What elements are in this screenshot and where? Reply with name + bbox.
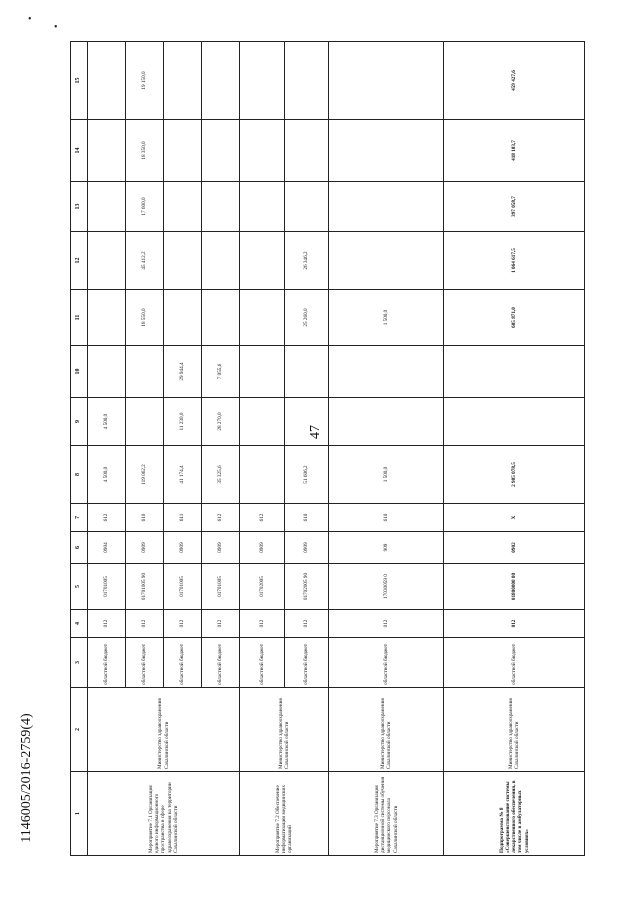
value-cell-c15 xyxy=(164,42,202,120)
value-cell-c8: 1 500,0 xyxy=(329,446,444,504)
value-cell-c15 xyxy=(329,42,444,120)
value-cell-c13: 17 600,0 xyxy=(126,182,164,232)
value-cell-c5: 01800000 00 xyxy=(444,564,585,610)
column-header: 8 xyxy=(71,446,88,504)
value-cell-c12: 1 064 617,5 xyxy=(444,232,585,290)
value-cell-c11: 25 260,0 xyxy=(284,290,329,346)
value-cell-c11 xyxy=(88,290,126,346)
value-cell-c6: 0904 xyxy=(88,532,126,564)
funding-source-cell: областной бюджет xyxy=(444,638,585,688)
value-cell-c10 xyxy=(240,346,285,398)
column-header: 11 xyxy=(71,290,88,346)
value-cell-c11: 1 500,0 xyxy=(329,290,444,346)
measure-cell: Мероприятие 7.2 Обеспечение информатизации медицинских организаций xyxy=(240,772,329,856)
value-cell-c11 xyxy=(202,290,240,346)
value-cell-c6: 0909 xyxy=(126,532,164,564)
value-cell-c5: 01701005 xyxy=(88,564,126,610)
header-row xyxy=(71,42,88,856)
value-cell-c15 xyxy=(202,42,240,120)
value-cell-c7: 611 xyxy=(164,504,202,532)
value-cell-c4: 012 xyxy=(202,610,240,638)
value-cell-c11: 18 550,0 xyxy=(126,290,164,346)
value-cell-c11 xyxy=(240,290,285,346)
value-cell-c12 xyxy=(164,232,202,290)
value-cell-c13 xyxy=(88,182,126,232)
value-cell-c13 xyxy=(284,182,329,232)
value-cell-c12: 26 346,2 xyxy=(284,232,329,290)
value-cell-c13 xyxy=(329,182,444,232)
value-cell-c7: 612 xyxy=(202,504,240,532)
executor-cell: Министерство здравоохранения Сахалинской области xyxy=(88,688,240,772)
value-cell-c5: 17030059 0 xyxy=(329,564,444,610)
budget-table xyxy=(70,41,585,856)
value-cell-c7: 610 xyxy=(126,504,164,532)
column-header: 12 xyxy=(71,232,88,290)
value-cell-c14 xyxy=(164,120,202,182)
funding-source-cell: областной бюджет xyxy=(240,638,285,688)
funding-source-cell: областной бюджет xyxy=(126,638,164,688)
table-wrapper xyxy=(70,42,585,856)
value-cell-c8 xyxy=(240,446,285,504)
funding-source-cell: областной бюджет xyxy=(88,638,126,688)
column-header: 2 xyxy=(71,688,88,772)
value-cell-c9 xyxy=(126,398,164,446)
column-header: 3 xyxy=(71,638,88,688)
value-cell-c4: 012 xyxy=(126,610,164,638)
funding-source-cell: областной бюджет xyxy=(202,638,240,688)
value-cell-c12 xyxy=(329,232,444,290)
value-cell-c7: 610 xyxy=(284,504,329,532)
measure-cell: Мероприятие 7.3 Организация дистанционной системы обучения медицинского персонала Сахалинской области xyxy=(329,772,444,856)
value-cell-c9 xyxy=(284,398,329,446)
value-cell-c14 xyxy=(88,120,126,182)
table-row xyxy=(329,42,444,856)
page-number: 47 xyxy=(308,425,323,439)
value-cell-c9: 28 270,0 xyxy=(202,398,240,446)
value-cell-c15: 19 150,0 xyxy=(126,42,164,120)
value-cell-c15: 459 427,6 xyxy=(444,42,585,120)
value-cell-c9 xyxy=(444,398,585,446)
value-cell-c10 xyxy=(284,346,329,398)
value-cell-c9: 4 500,0 xyxy=(88,398,126,446)
value-cell-c10: 29 944,4 xyxy=(164,346,202,398)
value-cell-c7: 612 xyxy=(240,504,285,532)
value-cell-c14 xyxy=(329,120,444,182)
measure-cell: Подпрограмма № 8 «Совершенствование системы лекарственного обеспечения, в том числе в амбулаторных условиях» xyxy=(444,772,585,856)
document-code-text: 1146005/2016-2759(4) xyxy=(19,713,34,843)
value-cell-c15 xyxy=(88,42,126,120)
value-cell-c4: 012 xyxy=(164,610,202,638)
value-cell-c14 xyxy=(240,120,285,182)
column-header: 1 xyxy=(71,772,88,856)
value-cell-c12 xyxy=(240,232,285,290)
value-cell-c7: Х xyxy=(444,504,585,532)
scan-mark: • xyxy=(28,14,32,25)
value-cell-c10 xyxy=(126,346,164,398)
column-header: 4 xyxy=(71,610,88,638)
value-cell-c9: 11 230,0 xyxy=(164,398,202,446)
value-cell-c8: 2 985 078,5 xyxy=(444,446,585,504)
table-body xyxy=(88,42,585,856)
value-cell-c14 xyxy=(202,120,240,182)
value-cell-c14: 418 103,7 xyxy=(444,120,585,182)
value-cell-c4: 012 xyxy=(88,610,126,638)
value-cell-c5: 01701005 xyxy=(202,564,240,610)
value-cell-c15 xyxy=(240,42,285,120)
value-cell-c12 xyxy=(202,232,240,290)
value-cell-c8: 4 500,0 xyxy=(88,446,126,504)
value-cell-c13: 397 058,7 xyxy=(444,182,585,232)
value-cell-c5: 01701005 90 xyxy=(126,564,164,610)
value-cell-c5: 01702005 90 xyxy=(284,564,329,610)
value-cell-c5: 01701005 xyxy=(164,564,202,610)
value-cell-c6: 0909 xyxy=(202,532,240,564)
scan-mark: • xyxy=(54,22,58,33)
column-header: 6 xyxy=(71,532,88,564)
column-header: 9 xyxy=(71,398,88,446)
value-cell-c5: 01702005 xyxy=(240,564,285,610)
value-cell-c8: 41 174,4 xyxy=(164,446,202,504)
funding-source-cell: областной бюджет xyxy=(164,638,202,688)
column-header: 10 xyxy=(71,346,88,398)
value-cell-c13 xyxy=(164,182,202,232)
value-cell-c8: 119 062,2 xyxy=(126,446,164,504)
value-cell-c9 xyxy=(329,398,444,446)
value-cell-c13 xyxy=(240,182,285,232)
column-header: 14 xyxy=(71,120,88,182)
column-header: 5 xyxy=(71,564,88,610)
value-cell-c6: 0909 xyxy=(164,532,202,564)
table-row xyxy=(88,42,126,856)
executor-cell: Министерство здравоохранения Сахалинской области xyxy=(444,688,585,772)
value-cell-c10 xyxy=(329,346,444,398)
column-header: 15 xyxy=(71,42,88,120)
value-cell-c10: 7 055,6 xyxy=(202,346,240,398)
value-cell-c4: 012 xyxy=(444,610,585,638)
value-cell-c6: 0902 xyxy=(444,532,585,564)
value-cell-c8: 51 606,2 xyxy=(284,446,329,504)
column-header: 7 xyxy=(71,504,88,532)
value-cell-c12: 45 412,2 xyxy=(126,232,164,290)
table-row xyxy=(240,42,285,856)
value-cell-c10 xyxy=(88,346,126,398)
value-cell-c9 xyxy=(240,398,285,446)
value-cell-c4: 012 xyxy=(284,610,329,638)
value-cell-c14: 18 350,0 xyxy=(126,120,164,182)
value-cell-c8: 35 325,6 xyxy=(202,446,240,504)
value-cell-c7: 612 xyxy=(88,504,126,532)
executor-cell: Министерство здравоохранения Сахалинской области xyxy=(240,688,329,772)
document-code xyxy=(19,673,35,883)
value-cell-c7: 610 xyxy=(329,504,444,532)
measure-cell: Мероприятие 7.1 Организация единого информационного пространства в сфере здравоохранения на территории Сахалинской области xyxy=(88,772,240,856)
value-cell-c11 xyxy=(164,290,202,346)
value-cell-c13 xyxy=(202,182,240,232)
table-row xyxy=(444,42,585,856)
value-cell-c15 xyxy=(284,42,329,120)
funding-source-cell: областной бюджет xyxy=(284,638,329,688)
value-cell-c6: 0909 xyxy=(240,532,285,564)
funding-source-cell: областной бюджет xyxy=(329,638,444,688)
value-cell-c4: 012 xyxy=(329,610,444,638)
executor-cell: Министерство здравоохранения Сахалинской области xyxy=(329,688,444,772)
column-header: 13 xyxy=(71,182,88,232)
value-cell-c14 xyxy=(284,120,329,182)
value-cell-c10 xyxy=(444,346,585,398)
value-cell-c12 xyxy=(88,232,126,290)
value-cell-c6: 0909 xyxy=(284,532,329,564)
value-cell-c6: 909 xyxy=(329,532,444,564)
value-cell-c4: 012 xyxy=(240,610,285,638)
value-cell-c11: 605 871,0 xyxy=(444,290,585,346)
